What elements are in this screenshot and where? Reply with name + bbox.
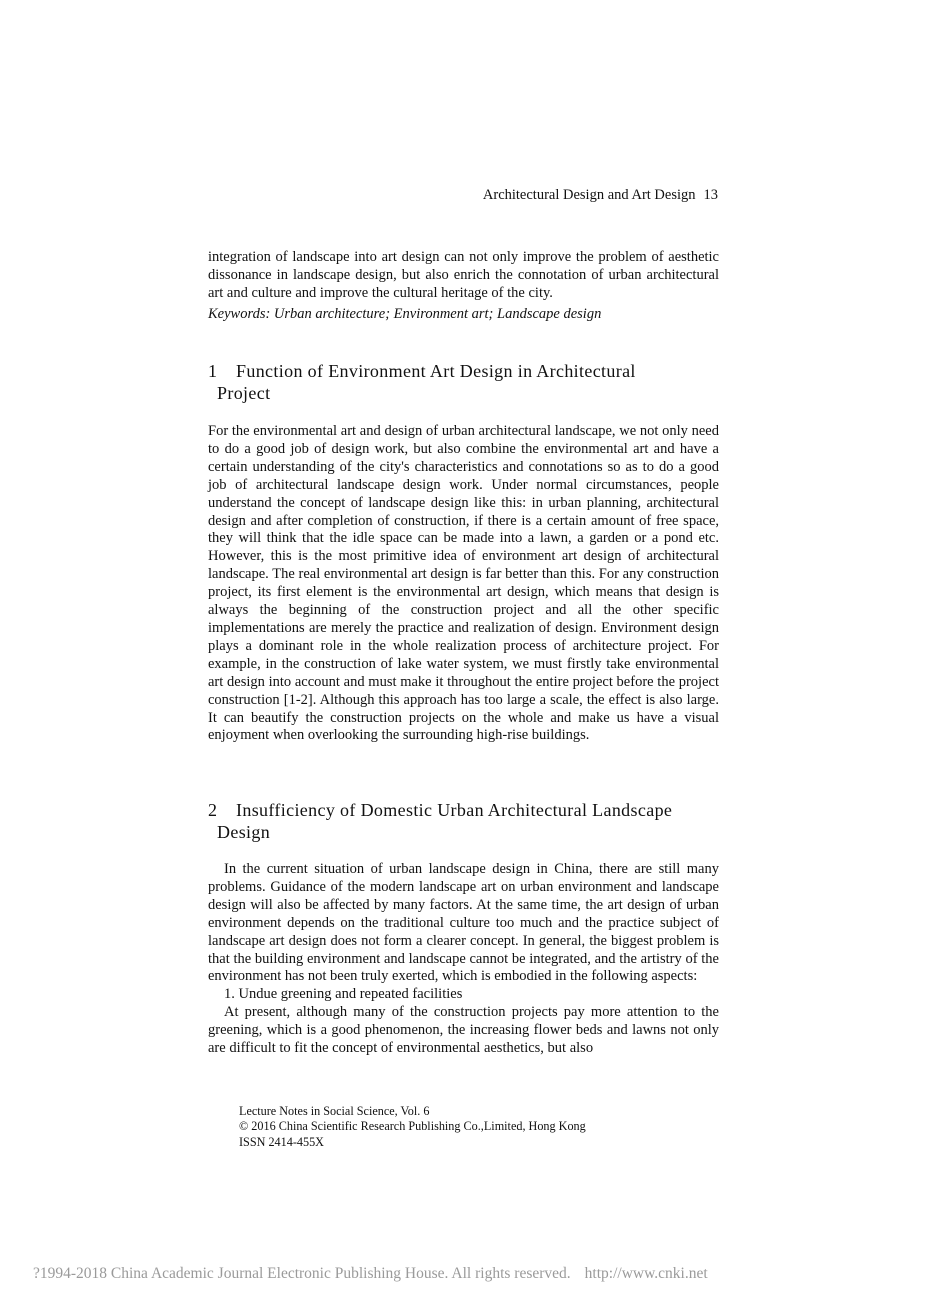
section-2-paragraph-2: At present, although many of the construction projects pay more attention to the greening, which is a good phenomenon, the increasing flower beds and lawns not only are difficult to fit the concept of environmental aesthetics, but also — [208, 1004, 719, 1057]
section-2-title-line1: Insufficiency of Domestic Urban Architectural Landscape — [236, 800, 673, 820]
cnki-rights-text: ?1994-2018 China Academic Journal Electronic Publishing House. All rights reserved. — [33, 1265, 571, 1282]
abstract-tail: integration of landscape into art design can not only improve the problem of aesthetic dissonance in landscape design, but also enrich the connotation of urban architectural art and culture and improve the cultural heritage of the city. — [208, 249, 719, 301]
section-2-title-line2: Design — [217, 821, 271, 842]
section-2-number: 2 — [208, 800, 218, 820]
page-number: 13 — [703, 187, 718, 203]
running-head-title: Architectural Design and Art Design — [482, 187, 696, 203]
series-line: Lecture Notes in Social Science, Vol. 6 — [239, 1104, 430, 1118]
issn-line: ISSN 2414-455X — [239, 1134, 324, 1149]
publication-footer — [239, 1104, 586, 1150]
section-2-body — [208, 861, 719, 1058]
section-1-number: 1 — [208, 361, 218, 381]
section-1-paragraph: For the environmental art and design of urban architectural landscape, we not only need to do a good job of design work, but also combine the environmental art and have a certain understanding of the city's characteristics and connotations so as to do a good job of architectural landscape design work. Under normal circumstances, people understand the concept of landscape design like this: in urban planning, architectural design and after completion of construction, if there is a certain amount of free space, they will think that the idle space can be made into a lawn, a garden or a pond etc. However, this is the most primitive idea of environment art design of architectural landscape. The real environmental art design is far better than this. For any construction project, its first element is the environmental art design, which means that design is always the beginning of the construction project and all the other specific implementations are merely the practice and realization of design. Environment design plays a dominant role in the whole realization process of architecture project. For example, in the construction of lake water system, we must firstly take environmental art design into account and must make it throughout the entire project before the project construction [1-2]. Although this approach has too large a scale, the effect is also large. It can beautify the construction projects on the whole and make us have a visual enjoyment when overlooking the surrounding high-rise buildings. — [208, 423, 719, 744]
section-1-title-line1: Function of Environment Art Design in Architectural — [236, 361, 636, 381]
keywords: Keywords: Urban architecture; Environment art; Landscape design — [208, 306, 602, 322]
running-head — [483, 186, 718, 204]
cnki-notice — [33, 1265, 708, 1283]
section-2-list-item-1: 1. Undue greening and repeated facilities — [224, 986, 463, 1003]
section-2-paragraph-1: In the current situation of urban landscape design in China, there are still many problems. Guidance of the modern landscape art on urban environment and landscape design will also be affected by many factors. At the same time, the art design of urban environment depends on the traditional culture too much and the practice subject of landscape art design does not form a clearer concept. In general, the biggest problem is that the building environment and landscape cannot be integrated, and the artistry of the environment has not been truly exerted, which is embodied in the following aspects: — [208, 861, 719, 985]
section-2-heading — [208, 800, 719, 843]
section-1-heading — [208, 361, 719, 404]
copyright-line: © 2016 China Scientific Research Publishing Co.,Limited, Hong Kong — [239, 1119, 586, 1134]
section-1-title-line2: Project — [217, 382, 271, 403]
cnki-url: http://www.cnki.net — [584, 1265, 708, 1282]
